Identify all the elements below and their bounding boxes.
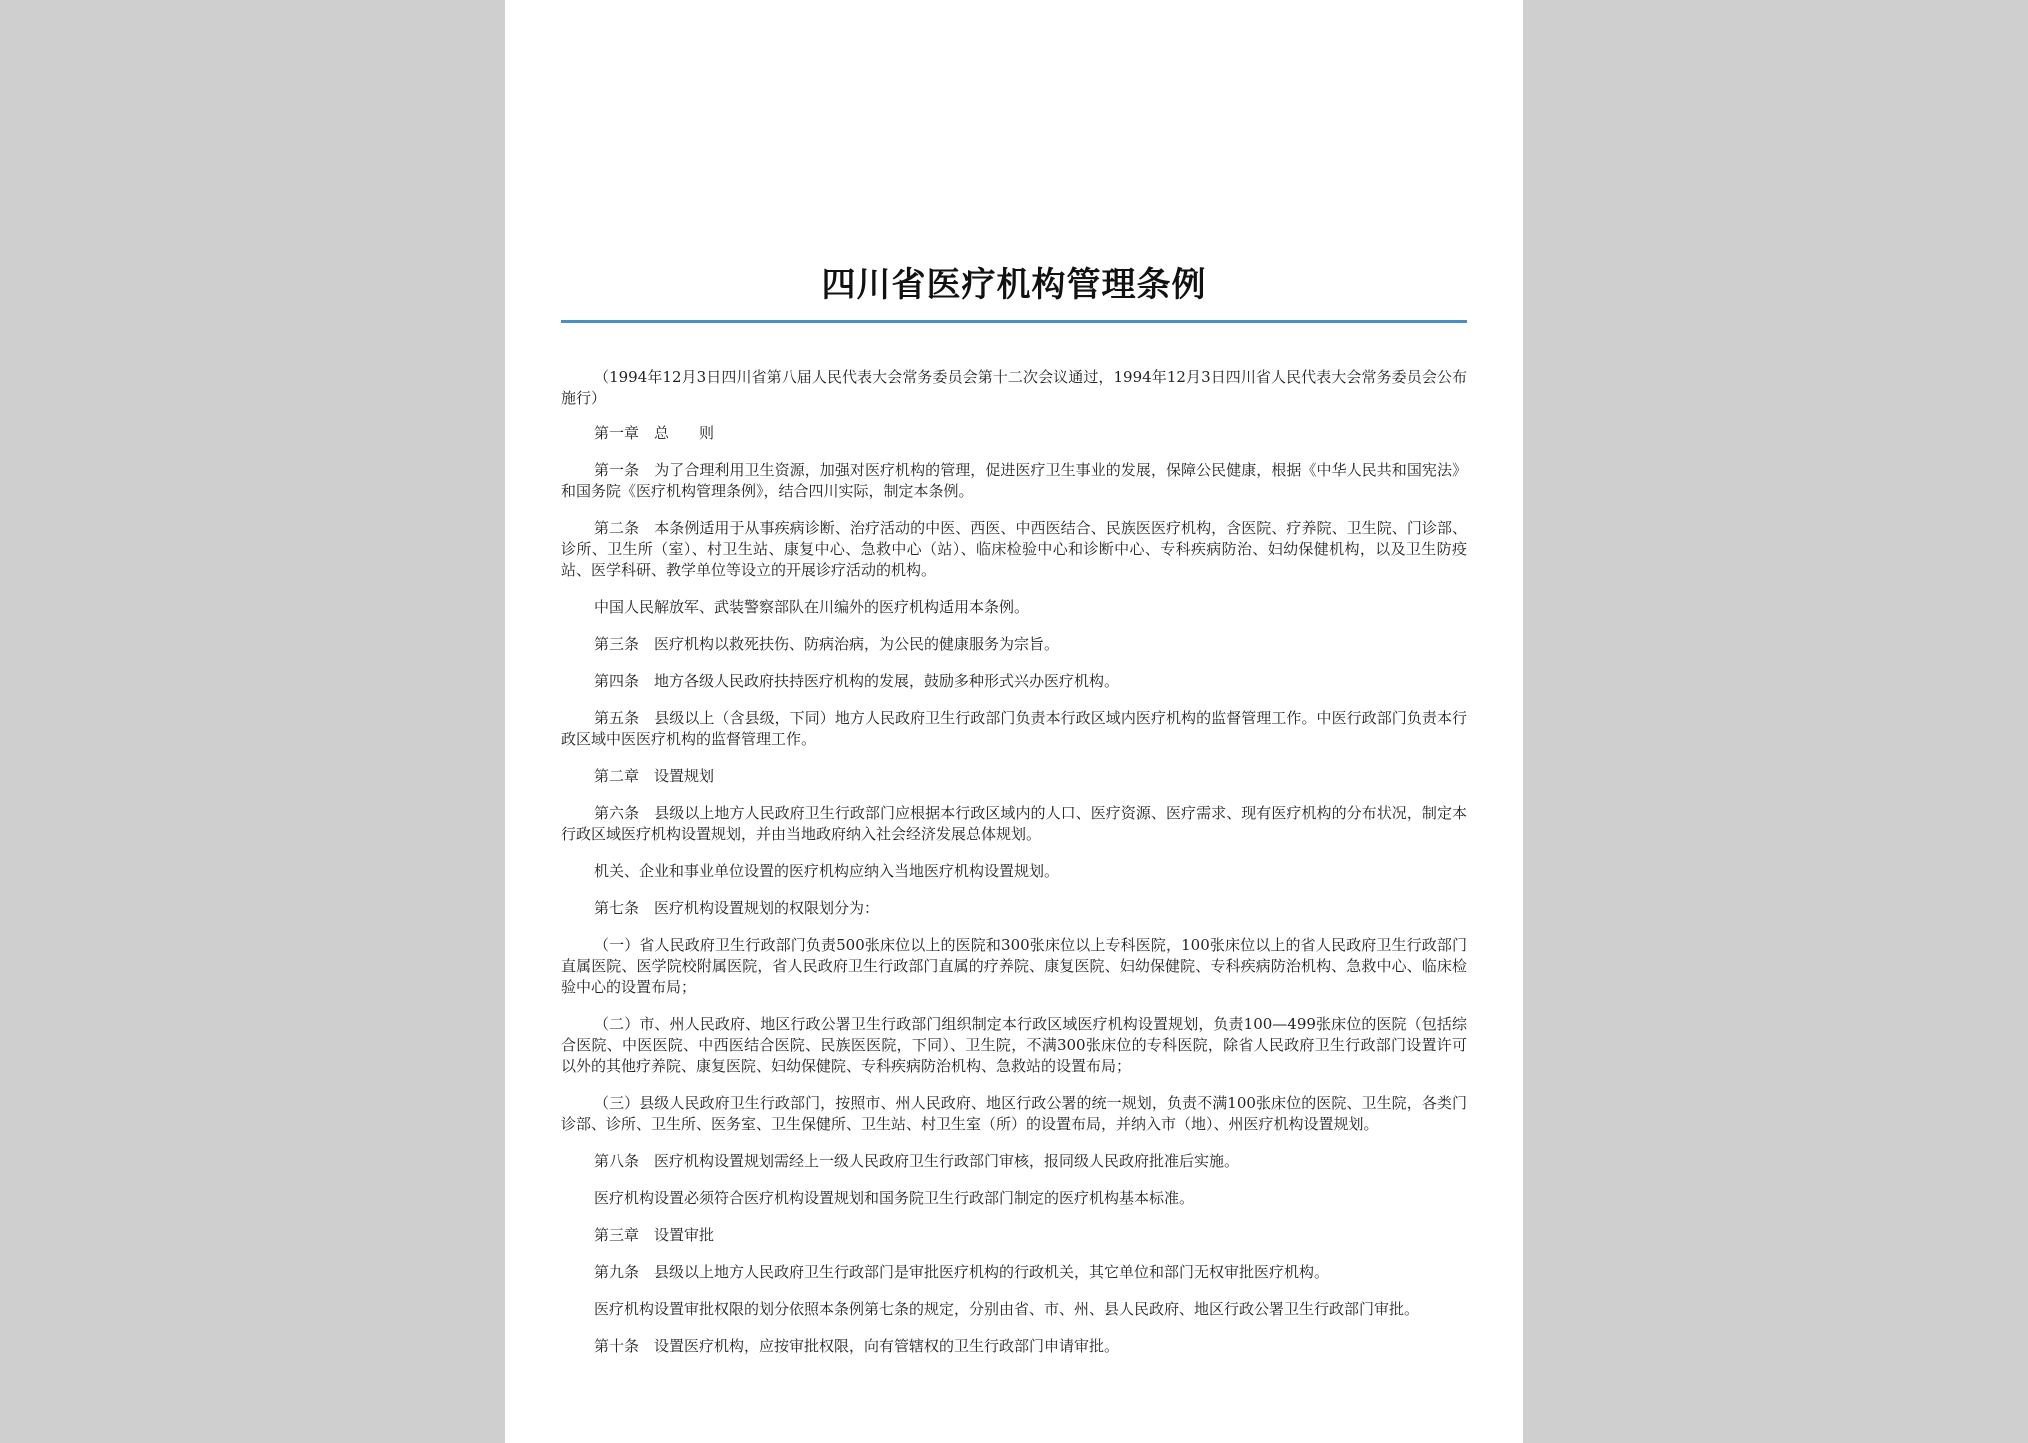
article-paragraph: 第十条 设置医疗机构，应按审批权限，向有管辖权的卫生行政部门申请审批。 (594, 1337, 1120, 1355)
article-paragraph: （一）省人民政府卫生行政部门负责500张床位以上的医院和300张床位以上专科医院，100张床位以上的省人民政府卫生行政部门直属医院、医学院校附属医院，省人民政府卫生行政部门直属的疗养院、康复医院、妇幼保健院、专科疾病防治机构、急救中心、临床检验中心的设置布局； (561, 936, 1467, 996)
article-paragraph: 第六条 县级以上地方人民政府卫生行政部门应根据本行政区域内的人口、医疗资源、医疗需求、现有医疗机构的分布状况，制定本行政区域医疗机构设置规划，并由当地政府纳入社会经济发展总体规划。 (561, 804, 1467, 843)
article-paragraph: 第五条 县级以上（含县级，下同）地方人民政府卫生行政部门负责本行政区域内医疗机构的监督管理工作。中医行政部门负责本行政区域中医医疗机构的监督管理工作。 (561, 709, 1467, 748)
article-paragraph: 第四条 地方各级人民政府扶持医疗机构的发展，鼓励多种形式兴办医疗机构。 (594, 672, 1120, 690)
article-paragraph: 中国人民解放军、武装警察部队在川编外的医疗机构适用本条例。 (594, 598, 1030, 616)
article-paragraph: （三）县级人民政府卫生行政部门，按照市、州人民政府、地区行政公署的统一规划，负责不满100张床位的医院、卫生院，各类门诊部、诊所、卫生所、医务室、卫生保健所、卫生站、村卫生室（所）的设置布局，并纳入市（地）、州医疗机构设置规划。 (561, 1094, 1467, 1133)
document-content (561, 262, 1467, 1373)
chapter-heading: 第三章 设置审批 (594, 1226, 715, 1244)
document-page (505, 0, 1523, 1443)
title-divider (561, 320, 1467, 323)
article-paragraph: 第二条 本条例适用于从事疾病诊断、治疗活动的中医、西医、中西医结合、民族医医疗机构，含医院、疗养院、卫生院、门诊部、诊所、卫生所（室）、村卫生站、康复中心、急救中心（站）、临床检验中心和诊断中心、专科疾病防治、妇幼保健机构，以及卫生防疫站、医学科研、教学单位等设立的开展诊疗活动的机构。 (561, 519, 1467, 579)
article-paragraph: 第一条 为了合理利用卫生资源，加强对医疗机构的管理，促进医疗卫生事业的发展，保障公民健康，根据《中华人民共和国宪法》和国务院《医疗机构管理条例》，结合四川实际，制定本条例。 (561, 461, 1467, 500)
chapter-heading: 第二章 设置规划 (594, 767, 715, 785)
article-paragraph: 医疗机构设置审批权限的划分依照本条例第七条的规定，分别由省、市、州、县人民政府、地区行政公署卫生行政部门审批。 (594, 1300, 1420, 1318)
chapter-heading: 第一章 总 则 (594, 424, 715, 442)
article-paragraph: 机关、企业和事业单位设置的医疗机构应纳入当地医疗机构设置规划。 (594, 862, 1060, 880)
article-paragraph: 医疗机构设置必须符合医疗机构设置规划和国务院卫生行政部门制定的医疗机构基本标准。 (594, 1189, 1195, 1207)
preamble-paragraph: （1994年12月3日四川省第八届人民代表大会常务委员会第十二次会议通过，1994年12月3日四川省人民代表大会常务委员会公布施行） (561, 368, 1467, 407)
article-paragraph: 第九条 县级以上地方人民政府卫生行政部门是审批医疗机构的行政机关，其它单位和部门无权审批医疗机构。 (594, 1263, 1330, 1281)
article-paragraph: 第七条 医疗机构设置规划的权限划分为： (594, 899, 880, 917)
article-paragraph: 第八条 医疗机构设置规划需经上一级人民政府卫生行政部门审核，报同级人民政府批准后实施。 (594, 1152, 1240, 1170)
article-paragraph: 第三条 医疗机构以救死扶伤、防病治病，为公民的健康服务为宗旨。 (594, 635, 1060, 653)
article-paragraph: （二）市、州人民政府、地区行政公署卫生行政部门组织制定本行政区域医疗机构设置规划，负责100—499张床位的医院（包括综合医院、中医医院、中西医结合医院、民族医医院，下同）、卫生院，不满300张床位的专科医院，除省人民政府卫生行政部门设置许可以外的其他疗养院、康复医院、妇幼保健院、专科疾病防治机构、急救站的设置布局； (561, 1015, 1467, 1075)
document-body (561, 367, 1467, 1357)
document-title: 四川省医疗机构管理条例 (821, 265, 1207, 305)
